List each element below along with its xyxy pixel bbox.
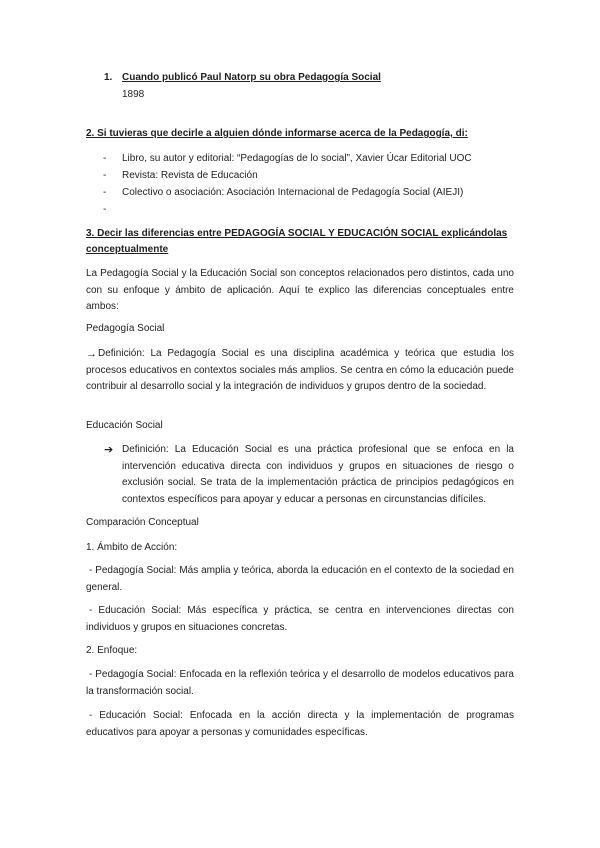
enfoque-pedagogia-social: - Pedagogía Social: Enfocada en la reflexión teórica y el desarrollo de modelos educativos para la transformación social.: [86, 669, 514, 697]
q2-item-journal: Revista: Revista de Educación: [122, 170, 258, 181]
pedagogia-social-definition: Definición: La Pedagogía Social es una disciplina académica y teórica que estudia los procesos educativos en contextos sociales más amplios. Se centra en cómo la educación puede contribuir al desarrollo social y la integración de individuos y grupos dentro de la sociedad.: [86, 348, 514, 392]
q2-item-book: Libro, su autor y editorial: “Pedagogías de lo social”, Xavier Úcar Editorial UOC: [122, 153, 472, 164]
bullet-marker: -: [103, 204, 107, 215]
educacion-social-title: Educación Social: [86, 420, 163, 431]
q1-answer: 1898: [122, 89, 145, 100]
q2-item-association: Colectivo o asociación: Asociación Internacional de Pedagogía Social (AIEJI): [122, 187, 464, 198]
bullet-marker: -: [103, 170, 107, 181]
q3-heading-line2: conceptualmente: [86, 244, 169, 255]
q2-heading: 2. Si tuvieras que decirle a alguien dónde informarse acerca de la Pedagogía, di:: [86, 128, 468, 139]
q3-heading-line1: 3. Decir las diferencias entre PEDAGOGÍA SOCIAL Y EDUCACIÓN SOCIAL explicándolas: [86, 228, 508, 239]
ambito-title: 1. Ámbito de Acción:: [86, 542, 178, 553]
bullet-marker: -: [103, 153, 107, 164]
ambito-educacion-social: - Educación Social: Más específica y práctica, se centra en intervenciones directas con individuos y grupos en situaciones concretas.: [86, 605, 514, 633]
comparison-title: Comparación Conceptual: [86, 517, 199, 528]
educacion-social-definition: Definición: La Educación Social es una práctica profesional que se enfoca en la intervención educativa directa con individuos y grupos en situaciones de riesgo o exclusión social. Se trata de la implementación práctica de principios pedagógicos en contextos específicos para apoyar y educar a personas en circunstancias difíciles.: [122, 444, 514, 505]
enfoque-educacion-social: - Educación Social: Enfocada en la acción directa y la implementación de programas educativos para apoyar a personas y comunidades específicas.: [86, 710, 514, 738]
bullet-marker: -: [103, 187, 107, 198]
enfoque-title: 2. Enfoque:: [86, 645, 138, 656]
arrow-right-icon: ➔: [104, 444, 114, 456]
ambito-pedagogia-social: - Pedagogía Social: Más amplia y teórica, aborda la educación en el contexto de la sociedad en general.: [86, 565, 514, 593]
arrow-right-icon: →: [86, 348, 97, 360]
pedagogia-social-title: Pedagogía Social: [86, 323, 165, 334]
q3-intro-paragraph: La Pedagogía Social y la Educación Social son conceptos relacionados pero distintos, cada uno con su enfoque y ámbito de aplicación. Aquí te explico las diferencias conceptuales entre ambos:: [86, 268, 514, 312]
q1-question: Cuando publicó Paul Natorp su obra Pedagogía Social: [122, 72, 381, 83]
q1-number: 1.: [104, 72, 113, 83]
